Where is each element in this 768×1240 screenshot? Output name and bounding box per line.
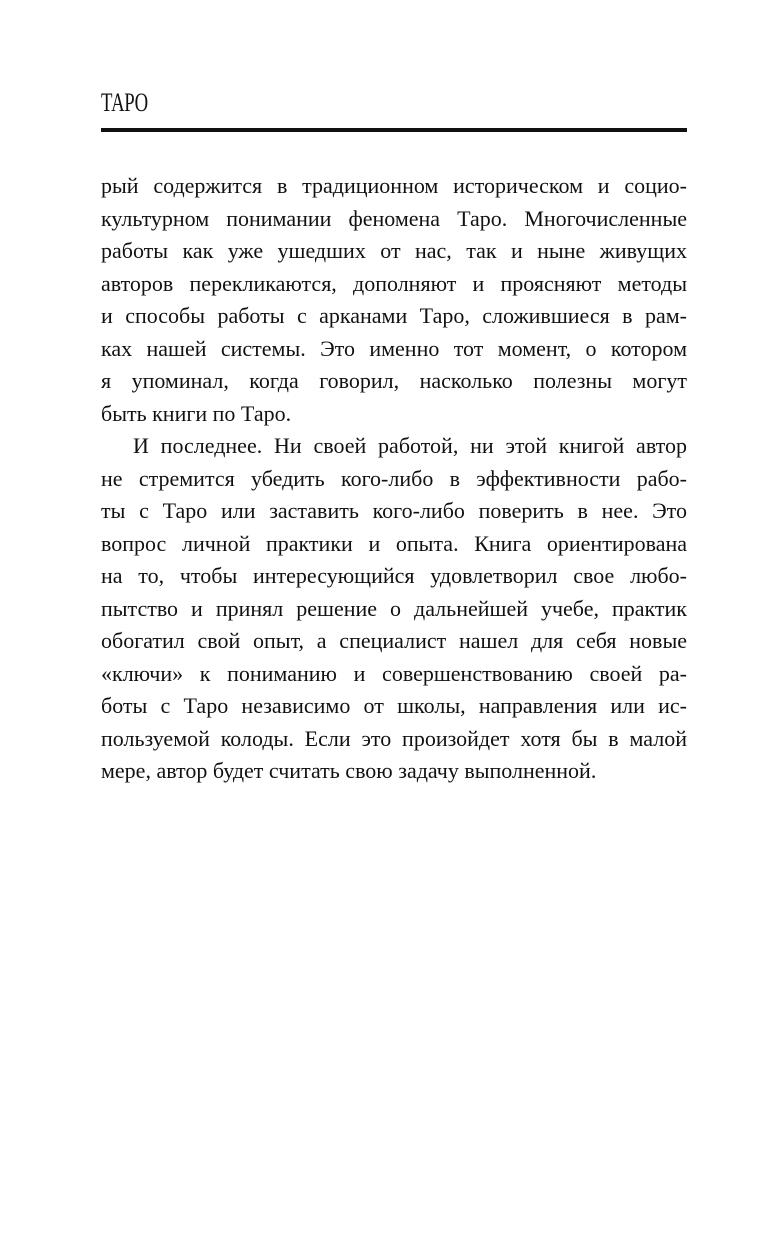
body-text <box>101 170 687 788</box>
text-line: работы как уже ушедших от нас, так и ныне живущих <box>101 238 687 263</box>
text-line: обогатил свой опыт, а специалист нашел для себя новые <box>101 628 687 653</box>
header-rule <box>101 128 687 132</box>
text-line: мере, автор будет считать свою задачу выполненной. <box>101 758 597 783</box>
text-line: ты с Таро или заставить кого-либо поверить в нее. Это <box>101 498 687 523</box>
text-line: ках нашей системы. Это именно тот момент, о котором <box>101 335 687 361</box>
text-line: пользуемой колоды. Если это произойдет хотя бы в малой <box>101 725 687 751</box>
text-line: авторов перекликаются, дополняют и проясняют методы <box>101 270 687 296</box>
text-line: на то, чтобы интересующийся удовлетворил свое любо- <box>101 563 687 588</box>
text-line: пытство и принял решение о дальнейшей учебе, практик <box>101 595 687 621</box>
text-line: вопрос личной практики и опыта. Книга ориентирована <box>101 530 687 556</box>
text-line: культурном понимании феномена Таро. Многочисленные <box>101 205 687 231</box>
paragraph-1 <box>101 170 687 430</box>
text-line: «ключи» к пониманию и совершенствованию своей ра- <box>101 660 687 686</box>
running-title: ТАРО <box>101 88 148 117</box>
text-line: быть книги по Таро. <box>101 400 292 426</box>
text-line: И последнее. Ни своей работой, ни этой книгой автор <box>133 433 687 458</box>
text-line: боты с Таро независимо от школы, направления или ис- <box>101 693 687 718</box>
text-line: я упоминал, когда говорил, насколько полезны могут <box>101 368 687 393</box>
text-line: не стремится убедить кого-либо в эффективности рабо- <box>101 465 687 491</box>
text-line: рый содержится в традиционном историческом и социо- <box>101 173 687 198</box>
text-line: и способы работы с арканами Таро, сложившиеся в рам- <box>101 303 687 328</box>
paragraph-2 <box>101 430 687 788</box>
